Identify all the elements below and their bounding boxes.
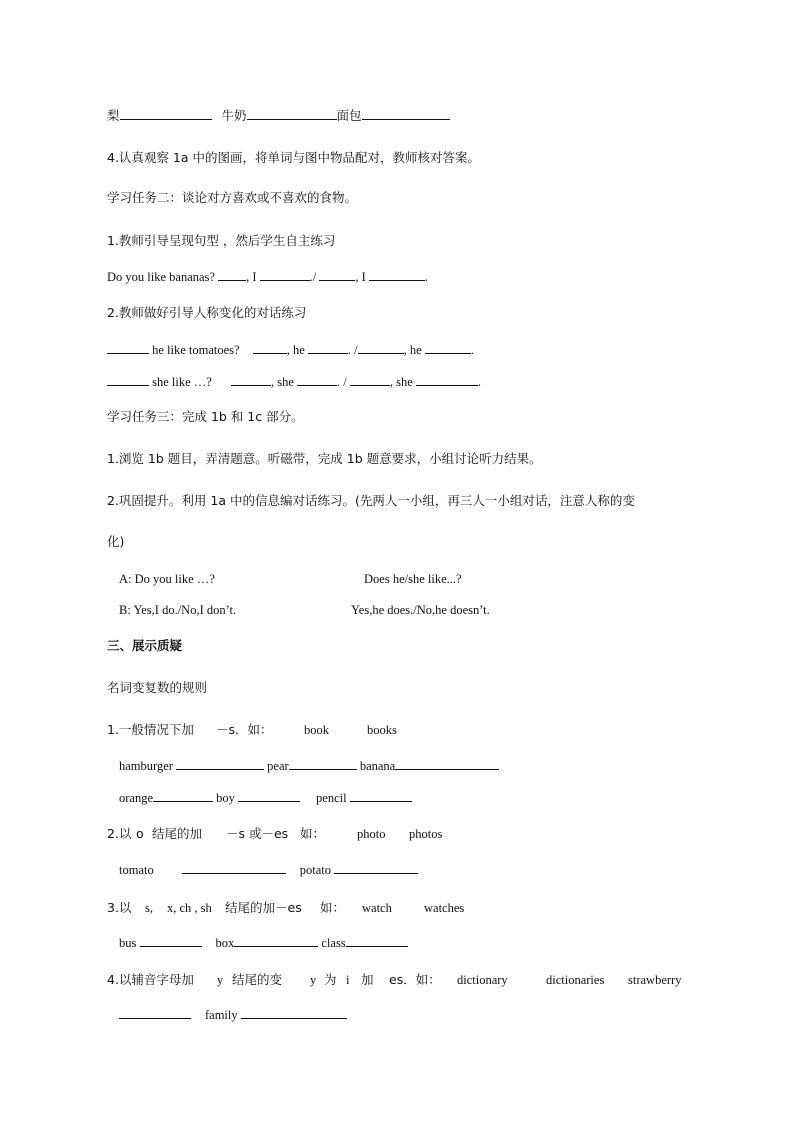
plural-rules-title: 名词变复数的规则 — [107, 680, 208, 695]
sentence-text: . — [477, 375, 482, 389]
sentence-text: she like …? — [149, 375, 215, 389]
dialogue-line-she — [107, 373, 481, 391]
blank[interactable] — [350, 373, 390, 386]
word: potato — [299, 863, 335, 877]
blank[interactable] — [362, 107, 450, 120]
rule-4-i: i — [346, 973, 350, 987]
blank[interactable] — [289, 757, 357, 770]
blank[interactable] — [369, 268, 425, 281]
sentence-text: Do you like bananas? — [107, 270, 219, 284]
rule-1-exercise-line1 — [119, 757, 499, 775]
blank[interactable] — [334, 861, 418, 874]
instruction-task3-2: 2.巩固提升。利用 1a 中的信息编对话练习。(先两人一小组，再三人一小组对话，注意人称的变 — [107, 493, 635, 508]
sentence-text: , I — [355, 270, 369, 284]
word: box — [215, 936, 235, 950]
word: orange — [119, 791, 154, 805]
rule-4-label: 4.以辅音字母加 — [107, 972, 194, 987]
rule-4-y: y — [310, 973, 317, 987]
sentence-text: , I — [246, 270, 260, 284]
rule-4-ending: 结尾的变 — [232, 972, 283, 987]
blank[interactable] — [425, 341, 471, 354]
blank[interactable] — [234, 934, 318, 947]
rule-3-exercise — [119, 934, 408, 952]
blank[interactable] — [231, 373, 271, 386]
blank[interactable] — [182, 861, 286, 874]
instruction-task2-1: 1.教师引导呈现句型 ，然后学生自主练习 — [107, 233, 336, 248]
dialogue-b-right: Yes,he does./No,he doesn’t. — [351, 603, 490, 617]
task-2-heading: 学习任务二：谈论对方喜欢或不喜欢的食物。 — [107, 190, 358, 205]
blank[interactable] — [247, 107, 337, 120]
rule-4-example-word: strawberry — [628, 973, 682, 987]
instruction-task2-2: 2.教师做好引导人称变化的对话练习 — [107, 305, 307, 320]
blank[interactable] — [176, 757, 264, 770]
rule-3-suffix: 结尾的加－es — [225, 900, 302, 915]
blank[interactable] — [358, 341, 404, 354]
sentence-text: . / — [347, 343, 358, 357]
rule-4-add: 加 — [361, 972, 374, 987]
rule-1-exercise-line2 — [119, 789, 412, 807]
rule-3-letters: x, ch , sh — [167, 901, 212, 915]
blank[interactable] — [350, 789, 412, 802]
blank[interactable] — [346, 934, 408, 947]
rule-4-exercise — [119, 1006, 347, 1024]
rule-2-letter: o — [136, 826, 144, 841]
blank[interactable] — [120, 107, 212, 120]
blank[interactable] — [218, 268, 246, 281]
blank[interactable] — [395, 757, 499, 770]
word: pencil — [316, 791, 350, 805]
rule-4-example-plural: dictionaries — [546, 973, 605, 987]
instruction-4: 4.认真观察 1a 中的图画，将单词与图中物品配对，教师核对答案。 — [107, 150, 480, 165]
word-milk-cn: 牛奶 — [221, 108, 247, 123]
blank[interactable] — [140, 934, 202, 947]
word: pear — [264, 759, 289, 773]
blank[interactable] — [319, 268, 355, 281]
dialogue-line-bananas — [107, 268, 428, 286]
sentence-text: . — [470, 343, 474, 357]
rule-1-label: 1.一般情况下加 — [107, 722, 194, 737]
rule-2-suffix: －s 或－es — [226, 826, 289, 841]
section-3-heading: 三、展示质疑 — [107, 638, 183, 653]
task-3-heading: 学习任务三：完成 1b 和 1c 部分。 — [107, 409, 304, 424]
rule-3-example-singular: watch — [362, 901, 392, 915]
word: banana — [356, 759, 396, 773]
word: bus — [119, 936, 140, 950]
blank[interactable] — [107, 341, 149, 354]
blank[interactable] — [119, 1006, 191, 1019]
sentence-text: , she — [389, 375, 416, 389]
sentence-text: ./ — [309, 270, 320, 284]
rule-3-label: 3.以 — [107, 900, 132, 915]
rule-4-suffix: es．如： — [389, 972, 441, 987]
word: boy — [213, 791, 239, 805]
word: hamburger — [119, 759, 177, 773]
dialogue-a-left: A: Do you like …? — [119, 572, 215, 586]
word-pear-cn: 梨 — [107, 108, 120, 123]
blank[interactable] — [416, 373, 478, 386]
sentence-text: , he — [403, 343, 425, 357]
blank[interactable] — [308, 341, 348, 354]
rule-3-eg: 如： — [320, 900, 346, 915]
sentence-text: , she — [270, 375, 298, 389]
dialogue-a-right: Does he/she like...? — [364, 572, 462, 586]
instruction-task3-1: 1.浏览 1b 题目，弄清题意。听磁带，完成 1b 题意要求，小组讨论听力结果。 — [107, 451, 542, 466]
dialogue-line-he — [107, 341, 474, 359]
dialogue-b-left: B: Yes,I do./No,I don’t. — [119, 603, 237, 617]
sentence-text: . / — [337, 375, 350, 389]
word-bread-cn: 面包 — [336, 108, 362, 123]
line-fruit-milk-bread — [107, 107, 450, 125]
rule-4-to: 为 — [324, 972, 337, 987]
rule-2-ending: 结尾的加 — [152, 826, 203, 841]
rule-2-example-singular: photo — [357, 827, 386, 841]
sentence-text: , he — [286, 343, 308, 357]
rule-2-example-plural: photos — [409, 827, 443, 841]
sentence-text: he like tomatoes? — [149, 343, 243, 357]
rule-2-eg: 如： — [300, 826, 326, 841]
rule-1-example-singular: book — [304, 723, 329, 737]
rule-3-letter-s: s, — [145, 901, 153, 915]
rule-2-label: 2.以 — [107, 826, 132, 841]
rule-2-exercise — [119, 861, 418, 879]
blank[interactable] — [238, 789, 300, 802]
blank[interactable] — [107, 373, 149, 386]
instruction-task3-2-cont: 化) — [107, 534, 125, 549]
blank[interactable] — [253, 341, 287, 354]
rule-4-letter-y: y — [217, 973, 224, 987]
blank[interactable] — [153, 789, 213, 802]
word: tomato — [119, 863, 154, 877]
rule-1-example-plural: books — [367, 723, 397, 737]
word: class — [318, 936, 346, 950]
blank[interactable] — [241, 1006, 347, 1019]
rule-4-example-singular: dictionary — [457, 973, 508, 987]
sentence-text: . — [424, 270, 429, 284]
rule-1-suffix: －s．如： — [216, 722, 273, 737]
blank[interactable] — [260, 268, 310, 281]
rule-3-example-plural: watches — [424, 901, 465, 915]
blank[interactable] — [297, 373, 337, 386]
word: family — [205, 1008, 241, 1022]
